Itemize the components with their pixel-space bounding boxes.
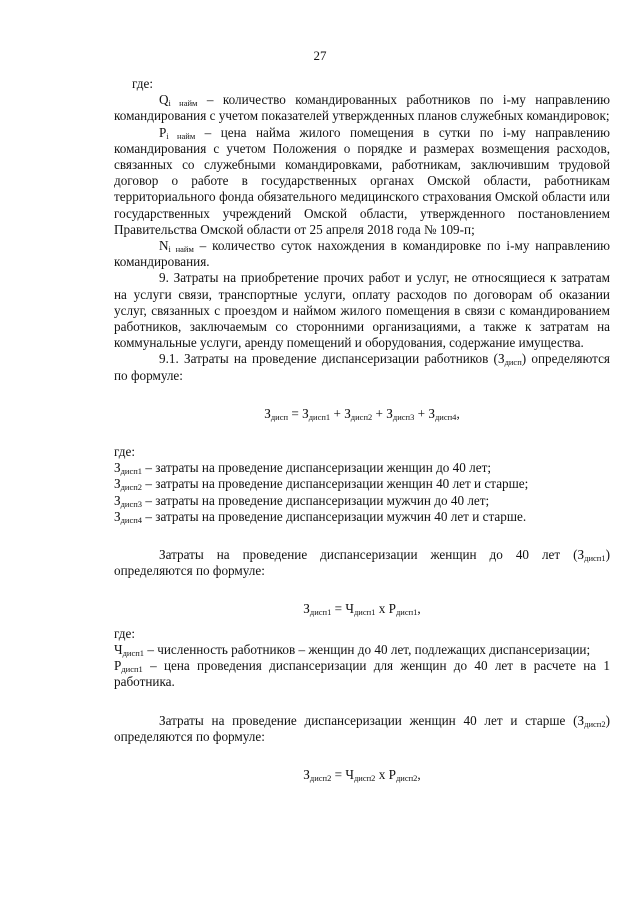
formula-plus: + — [330, 405, 345, 421]
symbol: З — [114, 460, 121, 476]
formula-times: х — [375, 766, 389, 782]
subscript: дисп2 — [350, 411, 373, 422]
paragraph-tail: ) определяются по формуле: — [114, 547, 610, 579]
definition-text: – затраты на проведение диспансеризации женщин до 40 лет; — [142, 460, 492, 476]
subscript: дисп2 — [353, 772, 376, 783]
formula-z: З — [264, 405, 271, 421]
symbol: З — [114, 492, 121, 508]
definition-n-naym — [114, 238, 610, 270]
paragraph-text: 9.1. Затраты на проведение диспансеризации работников (З — [159, 351, 505, 367]
subscript: дисп4 — [434, 411, 457, 422]
paragraph-women-40-plus — [114, 713, 610, 745]
formula-z: З — [344, 405, 351, 421]
subscript: дисп2 — [584, 718, 606, 729]
symbol: Р — [114, 658, 122, 674]
subscript: дисп — [270, 411, 289, 422]
subscript: дисп1 — [309, 607, 332, 618]
subscript: дисп4 — [120, 514, 143, 525]
subscript: дисп — [504, 357, 522, 368]
page-content — [114, 76, 610, 783]
formula-eq: = — [288, 405, 303, 421]
formula-z: З — [303, 601, 310, 617]
subscript: дисп1 — [353, 607, 376, 618]
formula-p: Р — [388, 601, 396, 617]
symbol: Ч — [114, 641, 123, 657]
paragraph-tail: ) определяются по формуле: — [114, 712, 610, 744]
formula-dispanserization-total — [114, 406, 610, 422]
definition-q-naym — [114, 92, 610, 124]
formula-z: З — [428, 405, 435, 421]
symbol: N — [159, 238, 169, 254]
formula-end: , — [417, 766, 421, 782]
definition-text: – затраты на проведение диспансеризации мужчин до 40 лет; — [142, 492, 490, 508]
formula-women-under-40 — [114, 601, 610, 617]
subscript: i найм — [168, 244, 194, 255]
where-label: где: — [132, 76, 153, 91]
paragraph-9-1 — [114, 351, 610, 383]
formula-p: Р — [388, 766, 396, 782]
definition-z-disp1 — [114, 460, 610, 476]
subscript: дисп1 — [121, 664, 143, 675]
definition-z-disp4 — [114, 509, 610, 525]
formula-eq: = — [331, 766, 346, 782]
subscript: дисп2 — [120, 482, 143, 493]
definition-z-disp3 — [114, 493, 610, 509]
symbol: З — [114, 508, 121, 524]
subscript: дисп2 — [395, 772, 418, 783]
subscript: дисп1 — [120, 466, 143, 477]
subscript: дисп3 — [392, 411, 415, 422]
paragraph-tail: ) определяются по формуле: — [114, 351, 611, 383]
symbol: P — [159, 124, 167, 140]
formula-plus: + — [372, 405, 387, 421]
subscript: дисп3 — [120, 498, 143, 509]
subscript: дисп1 — [308, 411, 331, 422]
paragraph-9: 9. Затраты на приобретение прочих работ и услуг, не относящиеся к затратам на услуги связи, транспортные услуги, оплату расходов по договорам об оказании услуг, связанных с проездом и наймом жилого помещения в связи с командированием работников, заключаемым со сторонними организациями, а также к затратам на коммунальные услуги, аренду помещений и оборудования, содержание имущества. — [114, 270, 610, 351]
paragraph-women-under-40 — [114, 547, 610, 579]
symbol: З — [114, 476, 121, 492]
definition-text: – затраты на проведение диспансеризации мужчин 40 лет и старше. — [142, 508, 527, 524]
paragraph-text: Затраты на проведение диспансеризации женщин 40 лет и старше (З — [159, 712, 585, 728]
formula-end: , — [456, 405, 460, 421]
subscript: дисп2 — [309, 772, 332, 783]
formula-eq: = — [331, 601, 346, 617]
subscript: дисп1 — [122, 647, 145, 658]
definition-text: – цена найма жилого помещения в сутки по i-му направлению командирования с учетом Положения о порядке и размерах возмещения расходов, связанных со служебными командировками, работникам, заключившим трудовой договор о работе в государственных органах Омской области, работникам территориального фонда обязательного медицинского страхования Омской области или государственных учреждений Омской области, утвержденного постановлением Правительства Омской области от 25 апреля 2018 года № 109-п; — [114, 124, 610, 237]
page-number: 27 — [313, 48, 327, 63]
definition-text: – затраты на проведение диспансеризации женщин 40 лет и старше; — [142, 476, 529, 492]
formula-z: З — [303, 766, 310, 782]
formula-end: , — [417, 601, 421, 617]
formula-z: З — [386, 405, 393, 421]
formula-women-40-plus — [114, 767, 610, 783]
formula-times: х — [375, 601, 389, 617]
definition-text: – цена проведения диспансеризации для женщин до 40 лет в расчете на 1 работника. — [114, 658, 610, 690]
definition-p-disp1 — [114, 658, 610, 690]
definition-text: – количество командированных работников по i-му направлению командирования с учетом показателей утвержденных планов служебных командировок; — [114, 92, 610, 124]
subscript: дисп1 — [584, 553, 606, 564]
definition-text: – количество суток нахождения в командировке по i-му направлению командирования. — [114, 238, 610, 270]
subscript: i найм — [168, 98, 198, 109]
subscript: дисп1 — [395, 607, 418, 618]
formula-z: З — [302, 405, 309, 421]
definition-p-naym — [114, 125, 610, 238]
symbol: Q — [159, 92, 169, 108]
where-label: где: — [114, 444, 135, 460]
definition-text: – численность работников – женщин до 40 лет, подлежащих диспансеризации; — [144, 641, 591, 657]
formula-ch: Ч — [345, 766, 354, 782]
formula-plus: + — [414, 405, 429, 421]
definition-list-dispanserization — [114, 460, 610, 525]
where-label: где: — [114, 625, 135, 641]
definition-ch-disp1 — [114, 642, 610, 658]
formula-ch: Ч — [345, 601, 354, 617]
subscript: i найм — [166, 130, 196, 141]
paragraph-text: Затраты на проведение диспансеризации женщин до 40 лет (З — [159, 547, 585, 563]
definition-z-disp2 — [114, 476, 610, 492]
